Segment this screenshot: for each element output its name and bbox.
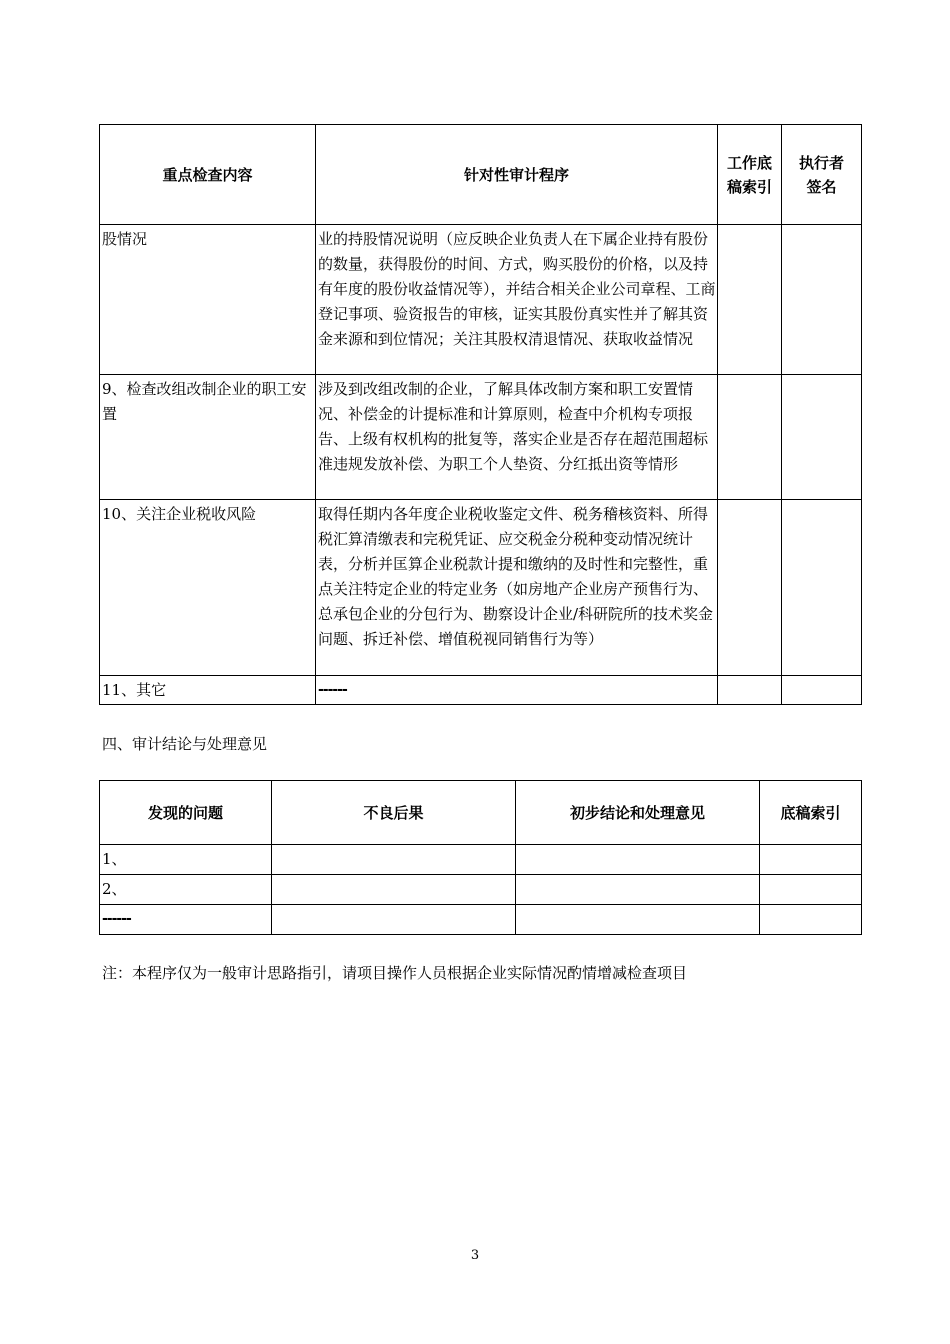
section-heading: 四、审计结论与处理意见 — [102, 735, 268, 753]
row-index-cell — [718, 225, 782, 375]
row-content: 股情况 — [102, 230, 148, 248]
header-workpaper-index: 工作底稿索引 — [718, 125, 782, 225]
issue-cell: 2、 — [102, 880, 127, 898]
table-row — [100, 375, 862, 500]
procedure-header-row — [100, 125, 862, 225]
header-opinion: 初步结论和处理意见 — [516, 781, 760, 845]
row-content: 10、关注企业税收风险 — [102, 505, 257, 523]
issue-cell: 1、 — [102, 850, 127, 868]
row-index-cell — [718, 676, 782, 705]
audit-conclusion-table — [99, 780, 862, 935]
row-signature-cell — [782, 375, 862, 500]
table-row — [100, 875, 862, 905]
footnote: 注：本程序仅为一般审计思路指引，请项目操作人员根据企业实际情况酌情增减检查项目 — [102, 964, 688, 982]
table-row — [100, 845, 862, 875]
row-procedure: ------ — [318, 682, 347, 698]
header-issue: 发现的问题 — [100, 781, 272, 845]
row-index-cell — [718, 375, 782, 500]
header-executor-signature: 执行者签名 — [782, 125, 862, 225]
row-signature-cell — [782, 225, 862, 375]
row-signature-cell — [782, 676, 862, 705]
header-consequence: 不良后果 — [272, 781, 516, 845]
table-row — [100, 676, 862, 705]
row-procedure: 取得任期内各年度企业税收鉴定文件、税务稽核资料、所得税汇算清缴表和完税凭证、应交税金分税种变动情况统计表，分析并匡算企业税款计提和缴纳的及时性和完整性，重点关注特定企业的特定业务（如房地产企业房产预售行为、总承包企业的分包行为、勘察设计企业/科研院所的技术奖金问题、拆迁补偿、增值税视同销售行为等） — [318, 505, 714, 648]
conclusion-header-row — [100, 781, 862, 845]
header-index: 底稿索引 — [760, 781, 862, 845]
header-audit-procedure: 针对性审计程序 — [316, 125, 718, 225]
row-content: 9、检查改组改制企业的职工安置 — [102, 380, 307, 423]
header-key-content: 重点检查内容 — [100, 125, 316, 225]
table-row — [100, 905, 862, 935]
table-row — [100, 500, 862, 676]
audit-procedure-table — [99, 124, 862, 705]
row-index-cell — [718, 500, 782, 676]
row-signature-cell — [782, 500, 862, 676]
page-number: 3 — [470, 1248, 480, 1263]
row-content: 11、其它 — [102, 681, 167, 699]
table-row — [100, 225, 862, 375]
row-procedure: 业的持股情况说明（应反映企业负责人在下属企业持有股份的数量，获得股份的时间、方式，购买股份的价格，以及持有年度的股份收益情况等），并结合相关企业公司章程、工商登记事项、验资报告的审核，证实其股份真实性并了解其资金来源和到位情况；关注其股权清退情况、获取收益情况 — [318, 230, 716, 348]
row-procedure: 涉及到改组改制的企业，了解具体改制方案和职工安置情况、补偿金的计提标准和计算原则，检查中介机构专项报告、上级有权机构的批复等，落实企业是否存在超范围超标准违规发放补偿、为职工个人垫资、分红抵出资等情形 — [318, 380, 709, 473]
issue-cell: ------ — [102, 911, 131, 927]
